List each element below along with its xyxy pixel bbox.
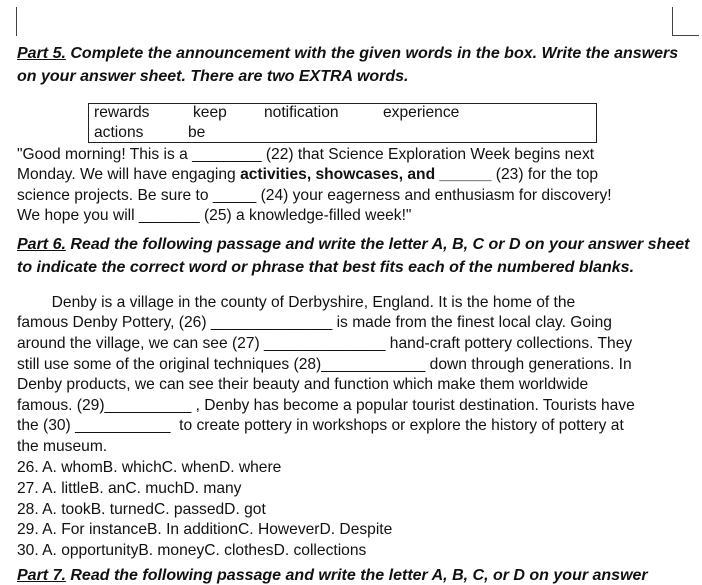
crop-mark-right-horizontal: [672, 35, 699, 36]
question-29: 29. A. For instanceB. In additionC. HoweverD. Despite: [17, 521, 393, 538]
announcement-line-2-bold: activities, showcases, and ______: [240, 166, 492, 183]
passage-line-6: famous. (29)__________ , Denby has become a popular tourist destination. Tourists have: [17, 397, 635, 414]
passage-line-8: the museum.: [17, 438, 108, 455]
part7-heading: [17, 567, 648, 585]
announcement-line-2-c: (23) for the top: [491, 166, 599, 183]
part6-heading-line2: to indicate the correct word or phrase that best fits each of the numbered blanks.: [17, 259, 635, 276]
word-be: be: [188, 124, 206, 141]
question-26: 26. A. whomB. whichC. whenD. where: [17, 459, 282, 476]
passage-line-4: still use some of the original techniques (28)____________ down through generations. In: [17, 356, 632, 373]
part5-label: Part 5.: [17, 45, 66, 62]
question-27: 27. A. littleB. anC. muchD. many: [17, 480, 242, 497]
word-rewards: rewards: [94, 104, 150, 121]
part7-heading-text: Read the following passage and write the letter A, B, C, or D on your answer: [65, 567, 648, 584]
word-actions: actions: [94, 124, 144, 141]
part5-heading-line1: [17, 44, 678, 64]
word-experience: experience: [383, 104, 460, 121]
word-box: [88, 103, 597, 143]
part7-label: Part 7.: [17, 567, 66, 584]
passage-line-7: the (30) ___________ to create pottery in workshops or explore the history of pottery at: [17, 417, 624, 434]
passage-line-2: famous Denby Pottery, (26) ______________ is made from the finest local clay. Going: [17, 314, 612, 331]
announcement-line-2: [17, 165, 598, 185]
crop-mark-left-vertical: [16, 7, 17, 36]
part6-label: Part 6.: [17, 236, 66, 253]
word-keep: keep: [193, 104, 227, 121]
part6-heading-text: Read the following passage and write the letter A, B, C or D on your answer sheet: [65, 236, 690, 253]
part5-heading-text: Complete the announcement with the given words in the box. Write the answers: [65, 45, 679, 62]
part5-heading-line2: on your answer sheet. There are two EXTRA words.: [17, 68, 409, 85]
announcement-line-1: "Good morning! This is a ________ (22) that Science Exploration Week begins next: [17, 146, 595, 163]
announcement-line-4: We hope you will _______ (25) a knowledge-filled week!": [17, 207, 412, 224]
crop-mark-right-vertical: [672, 7, 673, 35]
question-30: 30. A. opportunityB. moneyC. clothesD. collections: [17, 542, 367, 559]
passage-line-5: Denby products, we can see their beauty and function which make them worldwide: [17, 376, 589, 393]
passage-line-1: Denby is a village in the county of Derbyshire, England. It is the home of the: [17, 294, 576, 311]
announcement-line-3: science projects. Be sure to _____ (24) your eagerness and enthusiasm for discovery!: [17, 187, 612, 204]
question-28: 28. A. tookB. turnedC. passedD. got: [17, 501, 266, 518]
passage-line-3: around the village, we can see (27) ______________ hand-craft pottery collections. They: [17, 335, 633, 352]
announcement-line-2-a: Monday. We will have engaging: [17, 166, 241, 183]
word-notification: notification: [264, 104, 339, 121]
part6-heading-line1: [17, 235, 689, 255]
